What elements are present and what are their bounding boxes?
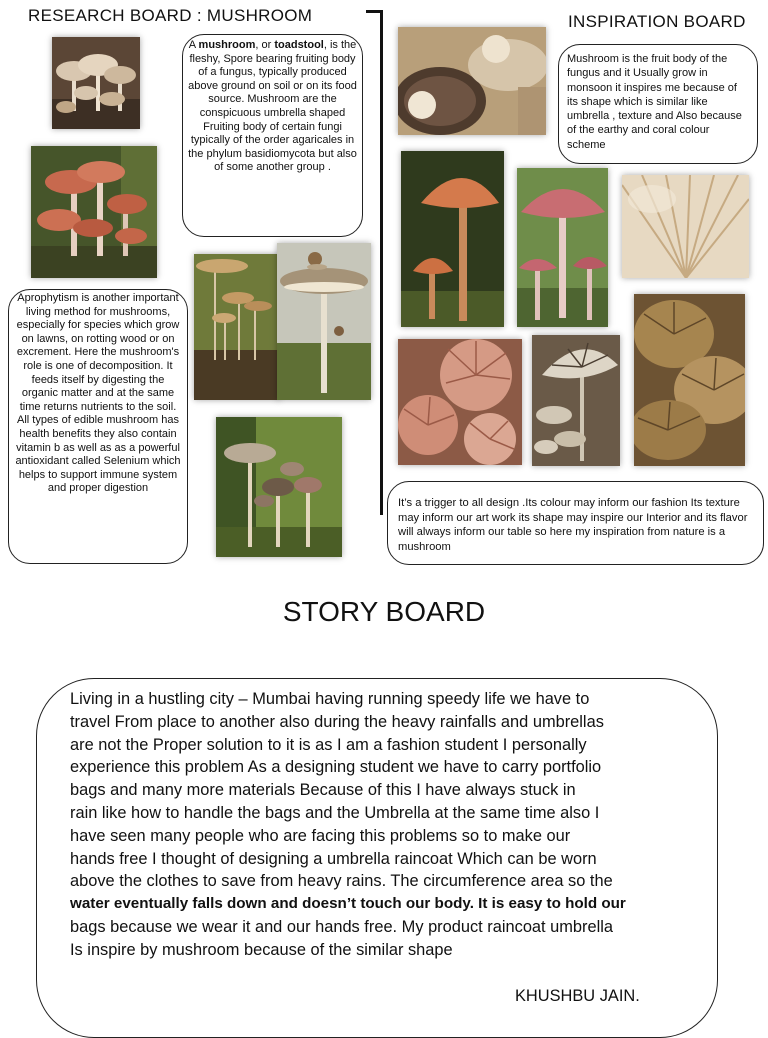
photo-orange-umbrella xyxy=(401,151,504,327)
photo-cream-gills xyxy=(622,175,749,278)
photo-small-mushroom-group xyxy=(216,417,342,557)
story-line: Living in a hustling city – Mumbai having running speedy life we have to xyxy=(70,690,590,708)
story-line: rain like how to handle the bags and the Umbrella at the same time also I xyxy=(70,803,600,822)
saprophytism-text: Aprophytism is another important living method for mushrooms, especially for species which grow on lawns, on rotting wood or on excrement. Here the mushroom's role is one of decomposition. It feeds itself by digesting the organic matter and at the same time returns nutrients to the soil. All types of edible mushroom has health benefits they also contain vitamin b as well as as a powerful antioxidant called Selenium which helps to support immune system and proper digestion xyxy=(15,292,181,495)
story-line: experience this problem As a designing student we have to carry portfolio xyxy=(70,758,602,777)
trigger-text: It’s a trigger to all design .Its colour may inform our fashion Its texture may inform our art work its shape may inspire our Interior and its flavor will always inform our table so here my inspiration from nature is a mushroom xyxy=(398,497,748,553)
author-name: KHUSHBU JAIN. xyxy=(515,987,640,1005)
definition-mid: , or xyxy=(255,39,275,51)
mushroom-photo-icon xyxy=(517,168,608,327)
mushroom-photo-icon xyxy=(532,335,620,466)
story-line: are not the Proper solution to it is as I am a fashion student I personally xyxy=(70,735,587,754)
mushroom-photo-icon xyxy=(31,146,157,278)
mushroom-photo-icon xyxy=(194,254,280,400)
mushroom-photo-icon xyxy=(634,294,745,466)
definition-term-toadstool: toadstool xyxy=(274,39,324,51)
story-line: bags and many more materials Because of this I have always stuck in xyxy=(70,781,576,800)
story-text xyxy=(70,688,626,962)
trigger-bubble xyxy=(387,481,764,565)
mushroom-photo-icon xyxy=(277,243,371,400)
photo-striped-caps xyxy=(532,335,620,466)
story-board-title: STORY BOARD xyxy=(282,596,486,627)
mushroom-photo-icon xyxy=(401,151,504,327)
photo-pink-mushrooms xyxy=(517,168,608,327)
mushroom-photo-icon xyxy=(622,175,749,278)
story-line: bags because we wear it and our hands free. My product raincoat umbrella xyxy=(70,917,614,936)
mushroom-photo-icon xyxy=(216,417,342,557)
inspiration-note-bubble xyxy=(558,44,758,164)
photo-coral-gill-caps xyxy=(398,339,522,465)
story-line: above the clothes to save from heavy rains. The circumference area so the xyxy=(70,872,613,891)
story-line: travel From place to another also during the heavy rainfalls and umbrellas xyxy=(70,712,604,731)
story-line: Is inspire by mushroom because of the similar shape xyxy=(70,940,453,959)
story-box xyxy=(36,678,718,1038)
photo-basket-gills xyxy=(398,27,546,135)
mushroom-photo-icon xyxy=(398,339,522,465)
photo-brown-gill-cluster xyxy=(634,294,745,466)
mushroom-photo-icon xyxy=(398,27,546,135)
inspiration-note-text: Mushroom is the fruit body of the fungus and it Usually grow in monsoon it inspires me because of its shape which is similar like umbrella , texture and Also because of the earthy and coral colour scheme xyxy=(567,53,742,151)
mushroom-definition-bubble xyxy=(182,34,363,237)
definition-pre: A xyxy=(188,39,199,51)
board-divider xyxy=(380,10,383,515)
photo-thin-stem-group xyxy=(194,254,280,400)
saprophytism-bubble xyxy=(8,289,188,564)
photo-red-cluster xyxy=(31,146,157,278)
mushroom-photo-icon xyxy=(52,37,140,129)
photo-snail-mushroom xyxy=(277,243,371,400)
definition-term-mushroom: mushroom xyxy=(198,39,256,51)
story-line: have seen many people who are facing this problems so to make our xyxy=(70,826,571,845)
photo-cluster-pale-caps xyxy=(52,37,140,129)
research-board-title: RESEARCH BOARD : MUSHROOM xyxy=(28,6,313,25)
story-line-bold: water eventually falls down and doesn’t touch our body. It is easy to hold our xyxy=(70,895,626,913)
story-line: hands free I thought of designing a umbrella raincoat Which can be worn xyxy=(70,849,597,868)
definition-text: , is the fleshy, Spore bearing fruiting body of a fungus, typically produced above ground on soil or on its food source. Mushroom are the conspicuous umbrella shaped Fruiting body of certain fungi typically of the order agaricales in the phylum basidiomycota but also of some another group . xyxy=(188,39,357,174)
inspiration-board-title: INSPIRATION BOARD xyxy=(568,12,746,31)
